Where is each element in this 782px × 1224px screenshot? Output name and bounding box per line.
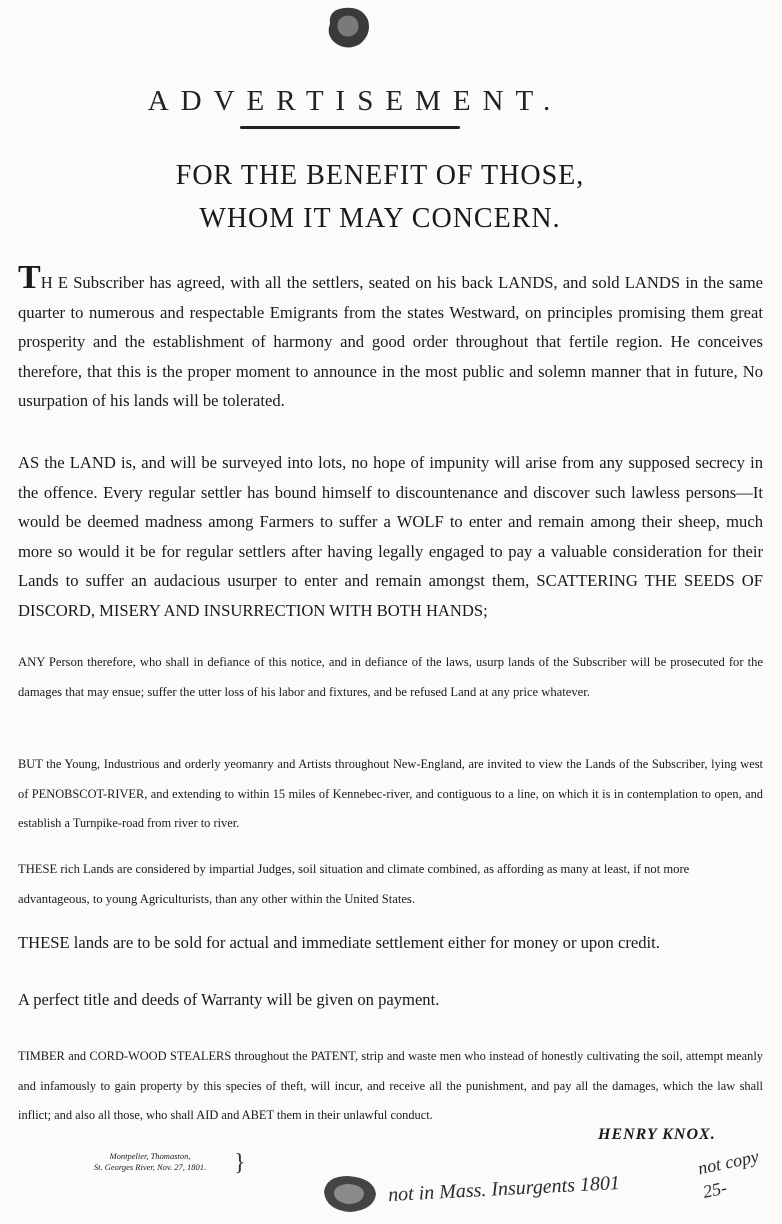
handwritten-note-bottom: not in Mass. Insurgents 1801 (387, 1171, 621, 1207)
drop-cap-letter: T (18, 259, 41, 296)
dateline-brace: } (234, 1150, 246, 1176)
handwritten-note-right-line2: 25- (701, 1177, 729, 1202)
subtitle-line-1: FOR THE BENEFIT OF THOSE, (175, 160, 585, 191)
paragraph-rich-lands: THESE rich Lands are considered by impartial Judges, soil situation and climate combined, as affording as many at least, if not more advantageous, to young Agriculturists, than any other within the United States. (18, 862, 690, 906)
signature-henry-knox: HENRY KNOX. (598, 1126, 716, 1143)
paragraph-invitation: BUT the Young, Industrious and orderly yeomanry and Artists throughout New-England, are invited to view the Lands of the Subscriber, lying west of PENOBSCOT-RIVER, and extending to within 15 miles of Kennebec-river, and contiguous to a line, on which it is in contemplation to open, and establish a Turnpike-road from river to river. (18, 757, 763, 830)
title-rule-divider (240, 126, 460, 129)
wax-seal-bottom-image (318, 1170, 382, 1216)
handwritten-note-right (696, 1144, 766, 1204)
dateline-date: St. Georges River, Nov. 27, 1801. (93, 1162, 207, 1172)
handwritten-note-right-line1: not copy (696, 1146, 761, 1179)
paragraph-land-survey: AS the LAND is, and will be surveyed into lots, no hope of impunity will arise from any supposed secrecy in the offence. Every regular settler has bound himself to discountenance and discover such lawless persons—It would be deemed madness among Farmers to suffer a WOLF to enter and remain among their sheep, much more so would it be for regular settlers after having legally engaged to pay a valuable consideration for their Lands to suffer an audacious usurper to enter and remain amongst them, SCATTERING THE SEEDS OF DISCORD, MISERY AND INSURRECTION WITH BOTH HANDS; (18, 453, 763, 620)
paragraph-agreement-text: H E Subscriber has agreed, with all the settlers, seated on his back LANDS, and sold LANDS in the same quarter to numerous and respectable Emigrants from the states Westward, on principles promising them great prosperity and the establishment of harmony and good order throughout that fertile region. He conceives therefore, that this is the proper moment to announce in the most public and solemn manner that in future, No usurpation of his lands will be tolerated. (18, 273, 763, 410)
paragraph-prosecution-warning: ANY Person therefore, who shall in defiance of this notice, and in defiance of the laws, usurp lands of the Subscriber will be prosecuted for the damages that may ensue; suffer the utter loss of his labor and fixtures, and be refused Land at any price whatever. (18, 655, 763, 699)
advertisement-title: ADVERTISEMENT. (147, 85, 563, 117)
wax-seal-top-image (322, 4, 374, 52)
paragraph-agreement (18, 259, 763, 416)
paragraph-title-deeds: A perfect title and deeds of Warranty will be given on payment. (18, 990, 440, 1009)
paragraph-sale-terms: THESE lands are to be sold for actual and immediate settlement either for money or upon credit. (18, 933, 660, 952)
dateline (50, 1151, 250, 1173)
paragraph-timber-stealers: TIMBER and CORD-WOOD STEALERS throughout the PATENT, strip and waste men who instead of honestly cultivating the soil, attempt meanly and infamously to gain property by this species of theft, will incur, and receive all the punishment, and pay all the damages, which the law shall inflict; and also all those, who shall AID and ABET them in their unlawful conduct. (18, 1049, 763, 1122)
dateline-place: Montpelier, Thomaston, (109, 1151, 191, 1161)
subtitle-line-2: WHOM IT MAY CONCERN. (199, 203, 561, 234)
